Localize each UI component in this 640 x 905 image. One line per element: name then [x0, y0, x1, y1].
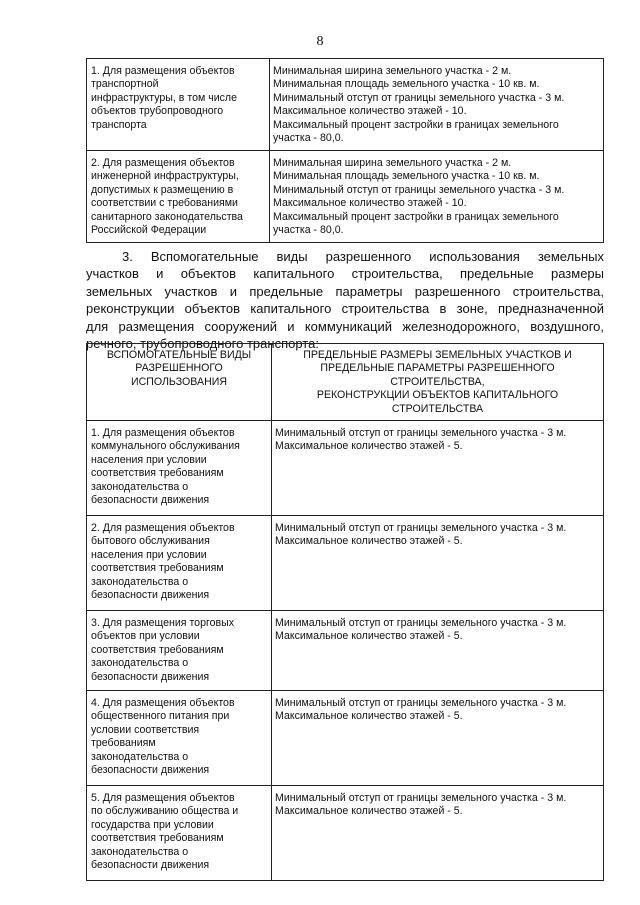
auxiliary-uses-table [86, 343, 604, 881]
params-cell [272, 611, 604, 691]
cell-line: Минимальная ширина земельного участка - 2 м. [273, 157, 512, 169]
cell-line: Минимальная площадь земельного участка - 10 кв. м. [273, 78, 540, 91]
cell-line: Максимальное количество этажей - 5. [275, 440, 463, 453]
table-row [87, 516, 604, 611]
use-cell [87, 611, 272, 691]
cell-line: Российской Федерации [91, 224, 207, 237]
header-cell-uses [87, 344, 272, 421]
cell-line: Максимальное количество этажей - 10. [273, 197, 467, 210]
page-number: 8 [316, 34, 324, 49]
params-cell [270, 59, 604, 151]
table-row [87, 786, 604, 881]
paragraph-line: земельных участков и предельные параметры разрешенного строительства, [86, 283, 604, 299]
cell-line: 2. Для размещения объектов [91, 522, 235, 535]
main-uses-table [86, 58, 604, 243]
paragraph-line: 3. Вспомогательные виды разрешенного использования земельных [122, 249, 604, 264]
cell-line: инженерной инфраструктуры, [91, 170, 239, 183]
use-cell [87, 151, 270, 243]
cell-line: Минимальный отступ от границы земельного участка - 3 м. [275, 427, 567, 440]
header-line: РАЗРЕШЕННОГО [135, 362, 223, 375]
cell-line: населения при условии [91, 453, 207, 466]
cell-line: законодательства о [91, 575, 189, 588]
cell-line: Минимальная площадь земельного участка - 10 кв. м. [273, 170, 540, 183]
header-line: ПРЕДЕЛЬНЫЕ РАЗМЕРЫ ЗЕМЕЛЬНЫХ УЧАСТКОВ И [303, 349, 572, 361]
cell-line: объектов трубопроводного [91, 105, 224, 118]
paragraph-line: участков и объектов капитального строительства, предельные размеры [86, 266, 604, 282]
paragraph-line: речного, трубопроводного транспорта: [86, 336, 319, 352]
cell-line: законодательства о [91, 750, 189, 763]
cell-line: объектов при условии [91, 630, 200, 643]
cell-line: 1. Для размещения объектов [91, 65, 235, 77]
params-cell [272, 421, 604, 516]
header-cell-params [272, 344, 604, 421]
params-cell [270, 151, 604, 243]
cell-line: коммунального обслуживания [91, 440, 240, 453]
cell-line: Максимальное количество этажей - 5. [275, 630, 463, 643]
cell-line: допустимых к размещению в [91, 183, 234, 196]
cell-line: условии соответствия [91, 723, 200, 736]
table-row [87, 611, 604, 691]
cell-line: 4. Для размещения объектов [91, 697, 235, 710]
table-header-row [87, 344, 604, 421]
cell-line: безопасности движения [91, 859, 210, 872]
paragraph-line: реконструкции объектов капитального строительства в зоне, предназначенной [86, 301, 604, 317]
cell-line: участка - 80,0. [273, 132, 344, 145]
cell-line: 3. Для размещения торговых [91, 617, 235, 630]
cell-line: требованиям [91, 737, 156, 750]
cell-line: инфраструктуры, в том числе [91, 91, 238, 104]
cell-line: государства при условии [91, 818, 214, 831]
header-line: СТРОИТЕЛЬСТВА [391, 402, 484, 415]
params-cell [272, 691, 604, 786]
table-row [87, 691, 604, 786]
cell-line: транспорта [91, 118, 147, 131]
cell-line: 5. Для размещения объектов [91, 792, 235, 805]
cell-line: Максимальное количество этажей - 5. [275, 710, 463, 723]
cell-line: безопасности движения [91, 494, 210, 507]
cell-line: безопасности движения [91, 670, 210, 683]
cell-line: соответствии с требованиями [91, 197, 238, 210]
cell-line: безопасности движения [91, 764, 210, 777]
cell-line: соответствия требованиям [91, 643, 224, 656]
cell-line: 1. Для размещения объектов [91, 427, 235, 440]
cell-line: Минимальный отступ от границы земельного участка - 3 м. [273, 91, 565, 104]
cell-line: Минимальная ширина земельного участка - 2 м. [273, 65, 512, 77]
cell-line: Максимальный процент застройки в границах земельного [273, 210, 559, 223]
cell-line: санитарного законодательства [91, 210, 243, 223]
cell-line: законодательства о [91, 657, 189, 670]
cell-line: законодательства о [91, 480, 189, 493]
cell-line: законодательства о [91, 845, 189, 858]
cell-line: Минимальный отступ от границы земельного участка - 3 м. [275, 617, 567, 630]
params-cell [272, 516, 604, 611]
cell-line: общественного питания при [91, 710, 230, 723]
header-line: ИСПОЛЬЗОВАНИЯ [130, 375, 227, 388]
paragraph-line: для размещения сооружений и коммуникаций железнодорожного, воздушного, [86, 318, 604, 334]
use-cell [87, 59, 270, 151]
cell-line: населения при условии [91, 548, 207, 561]
cell-line: транспортной [91, 78, 159, 91]
cell-line: Максимальный процент застройки в границах земельного [273, 118, 559, 131]
params-cell [272, 786, 604, 881]
table-row [87, 421, 604, 516]
table-row [87, 151, 604, 243]
header-line: ПРЕДЕЛЬНЫЕ ПАРАМЕТРЫ РАЗРЕШЕННОГО СТРОИТЕЛЬСТВА, [320, 362, 555, 388]
use-cell [87, 516, 272, 611]
cell-line: безопасности движения [91, 589, 210, 602]
cell-line: Максимальное количество этажей - 10. [273, 105, 467, 118]
header-line: РЕКОНСТРУКЦИИ ОБЪЕКТОВ КАПИТАЛЬНОГО [316, 389, 559, 402]
cell-line: Минимальный отступ от границы земельного участка - 3 м. [275, 792, 567, 805]
cell-line: по обслуживанию общества и [91, 805, 239, 818]
table-row [87, 59, 604, 151]
cell-line: соответствия требованиям [91, 832, 224, 845]
cell-line: соответствия требованиям [91, 467, 224, 480]
cell-line: Минимальный отступ от границы земельного участка - 3 м. [275, 697, 567, 710]
header-line: ВСПОМОГАТЕЛЬНЫЕ ВИДЫ [106, 349, 252, 361]
cell-line: Максимальное количество этажей - 5. [275, 535, 463, 548]
cell-line: бытового обслуживания [91, 535, 210, 548]
cell-line: Минимальный отступ от границы земельного участка - 3 м. [273, 183, 565, 196]
use-cell [87, 421, 272, 516]
cell-line: участка - 80,0. [273, 224, 344, 237]
cell-line: соответствия требованиям [91, 562, 224, 575]
cell-line: 2. Для размещения объектов [91, 157, 235, 169]
section-3-paragraph [86, 248, 604, 352]
cell-line: Максимальное количество этажей - 5. [275, 805, 463, 818]
cell-line: Минимальный отступ от границы земельного участка - 3 м. [275, 522, 567, 535]
use-cell [87, 691, 272, 786]
use-cell [87, 786, 272, 881]
